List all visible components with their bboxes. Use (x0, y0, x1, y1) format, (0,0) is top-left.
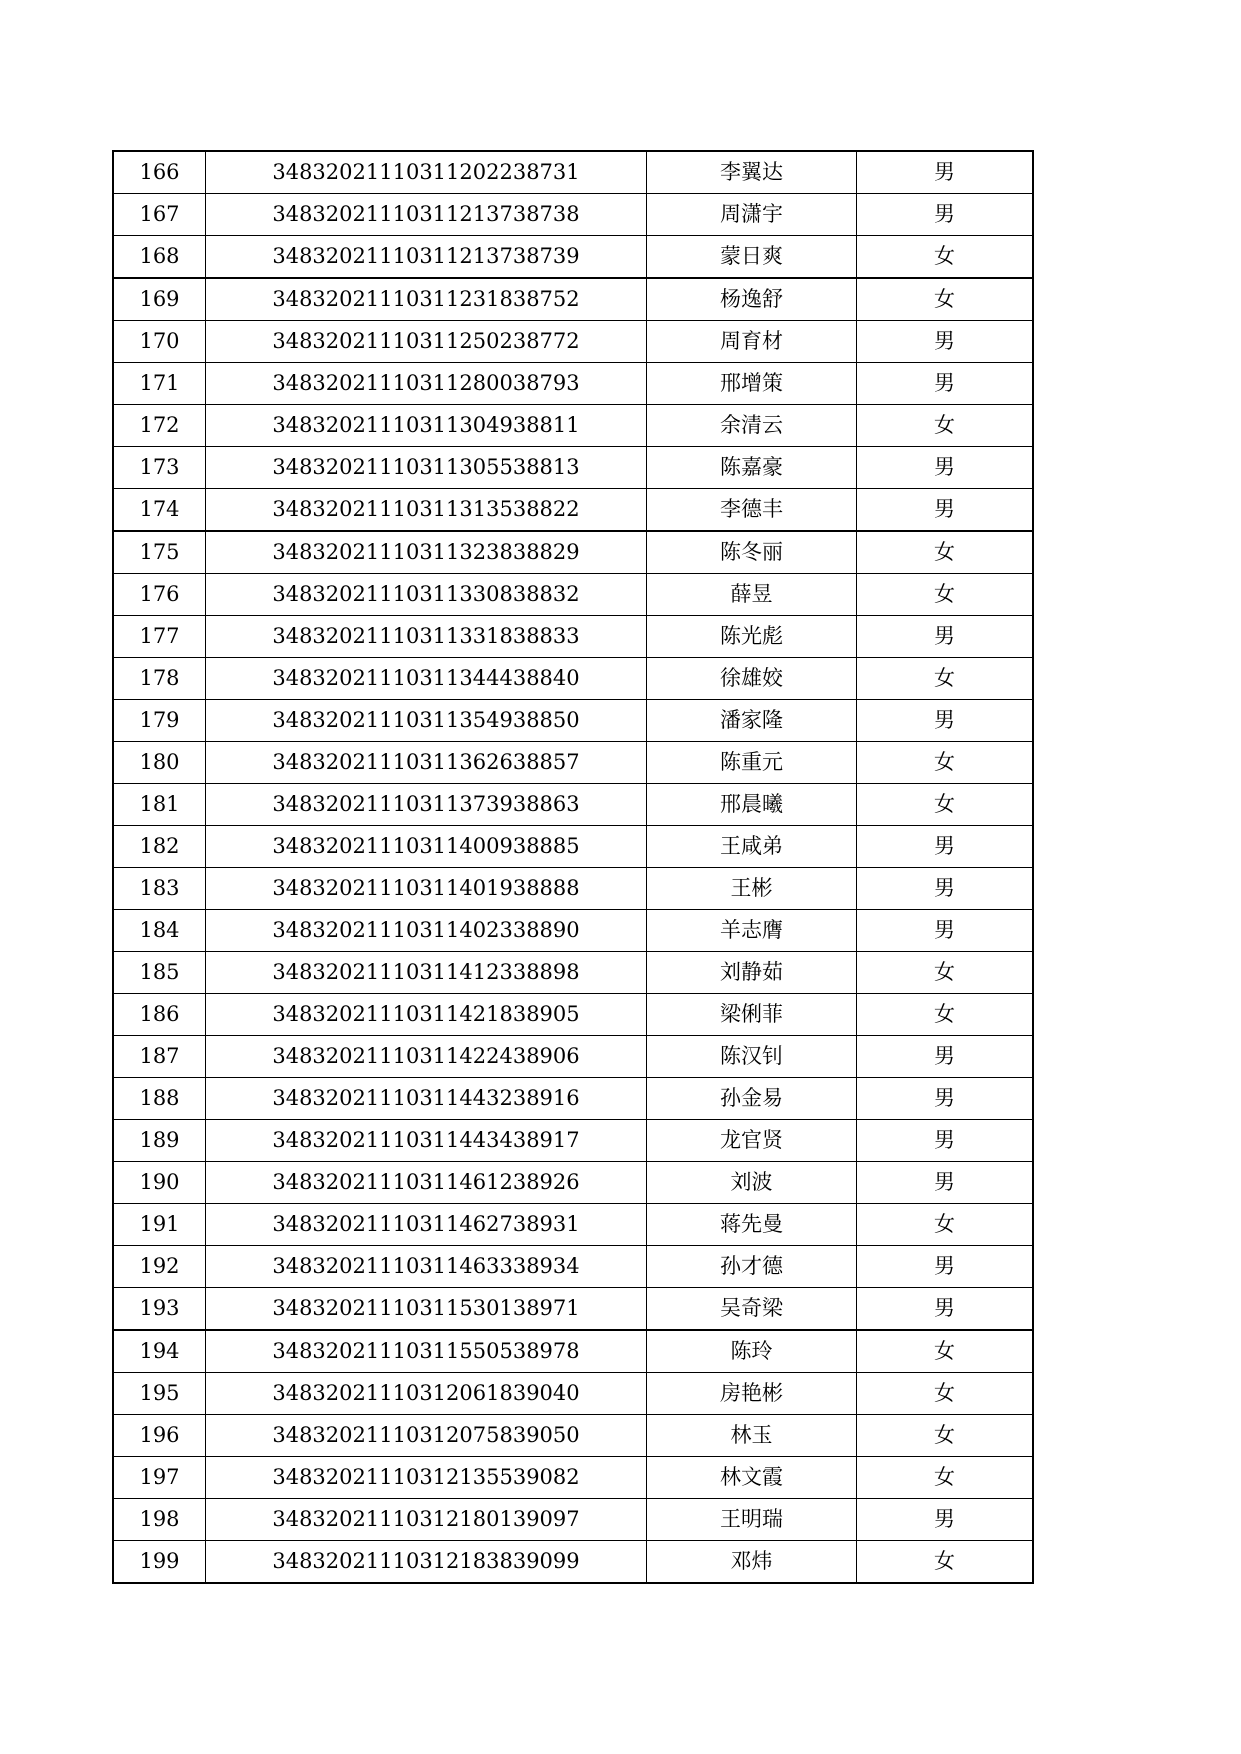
roster-table-body (113, 151, 1033, 1583)
student-name-cell: 余清云 (647, 405, 857, 447)
student-name-cell: 潘家隆 (647, 700, 857, 742)
registration-id-cell: 34832021110311344438840 (206, 658, 647, 700)
registration-id-cell: 34832021110311305538813 (206, 447, 647, 489)
student-name-cell: 陈冬丽 (647, 531, 857, 574)
table-row (113, 910, 1033, 952)
student-name-cell: 林文霞 (647, 1457, 857, 1499)
table-row (113, 1330, 1033, 1373)
table-row (113, 447, 1033, 489)
student-name-cell: 王彬 (647, 868, 857, 910)
gender-cell: 男 (857, 489, 1034, 532)
registration-id-cell: 34832021110311250238772 (206, 321, 647, 363)
row-number-cell: 197 (113, 1457, 206, 1499)
row-number-cell: 187 (113, 1036, 206, 1078)
gender-cell: 女 (857, 1457, 1034, 1499)
student-name-cell: 房艳彬 (647, 1373, 857, 1415)
registration-id-cell: 34832021110311443438917 (206, 1120, 647, 1162)
student-name-cell: 羊志膺 (647, 910, 857, 952)
table-row (113, 1415, 1033, 1457)
gender-cell: 女 (857, 1204, 1034, 1246)
registration-id-cell: 34832021110311461238926 (206, 1162, 647, 1204)
gender-cell: 女 (857, 236, 1034, 279)
table-row (113, 1204, 1033, 1246)
gender-cell: 男 (857, 1499, 1034, 1541)
row-number-cell: 188 (113, 1078, 206, 1120)
gender-cell: 女 (857, 1541, 1034, 1584)
registration-id-cell: 34832021110311402338890 (206, 910, 647, 952)
row-number-cell: 189 (113, 1120, 206, 1162)
student-name-cell: 刘波 (647, 1162, 857, 1204)
row-number-cell: 185 (113, 952, 206, 994)
gender-cell: 女 (857, 742, 1034, 784)
gender-cell: 男 (857, 363, 1034, 405)
table-row (113, 952, 1033, 994)
row-number-cell: 180 (113, 742, 206, 784)
student-name-cell: 周潇宇 (647, 194, 857, 236)
student-name-cell: 陈光彪 (647, 616, 857, 658)
student-name-cell: 李德丰 (647, 489, 857, 532)
student-name-cell: 蒙日爽 (647, 236, 857, 279)
student-name-cell: 李翼达 (647, 151, 857, 194)
table-row (113, 1288, 1033, 1331)
student-name-cell: 王咸弟 (647, 826, 857, 868)
student-name-cell: 刘静茹 (647, 952, 857, 994)
row-number-cell: 181 (113, 784, 206, 826)
gender-cell: 男 (857, 1078, 1034, 1120)
table-row (113, 236, 1033, 279)
gender-cell: 女 (857, 658, 1034, 700)
registration-id-cell: 34832021110311202238731 (206, 151, 647, 194)
registration-id-cell: 34832021110311213738739 (206, 236, 647, 279)
table-row (113, 278, 1033, 321)
row-number-cell: 184 (113, 910, 206, 952)
table-row (113, 489, 1033, 532)
row-number-cell: 169 (113, 278, 206, 321)
student-name-cell: 孙才德 (647, 1246, 857, 1288)
gender-cell: 女 (857, 1415, 1034, 1457)
row-number-cell: 186 (113, 994, 206, 1036)
table-row (113, 616, 1033, 658)
student-name-cell: 孙金易 (647, 1078, 857, 1120)
table-row (113, 784, 1033, 826)
gender-cell: 男 (857, 1036, 1034, 1078)
table-row (113, 1036, 1033, 1078)
student-name-cell: 周育材 (647, 321, 857, 363)
student-name-cell: 邢晨曦 (647, 784, 857, 826)
row-number-cell: 170 (113, 321, 206, 363)
registration-id-cell: 34832021110311331838833 (206, 616, 647, 658)
row-number-cell: 198 (113, 1499, 206, 1541)
gender-cell: 男 (857, 1288, 1034, 1331)
table-row (113, 658, 1033, 700)
table-row (113, 405, 1033, 447)
student-name-cell: 邢增策 (647, 363, 857, 405)
row-number-cell: 177 (113, 616, 206, 658)
student-name-cell: 吴奇梁 (647, 1288, 857, 1331)
student-name-cell: 薛昱 (647, 574, 857, 616)
gender-cell: 女 (857, 531, 1034, 574)
registration-id-cell: 34832021110312180139097 (206, 1499, 647, 1541)
row-number-cell: 196 (113, 1415, 206, 1457)
registration-id-cell: 34832021110311231838752 (206, 278, 647, 321)
gender-cell: 男 (857, 1162, 1034, 1204)
row-number-cell: 183 (113, 868, 206, 910)
row-number-cell: 193 (113, 1288, 206, 1331)
table-row (113, 321, 1033, 363)
table-row (113, 1457, 1033, 1499)
gender-cell: 男 (857, 447, 1034, 489)
table-row (113, 194, 1033, 236)
table-row (113, 742, 1033, 784)
registration-id-cell: 34832021110311313538822 (206, 489, 647, 532)
registration-id-cell: 34832021110311550538978 (206, 1330, 647, 1373)
registration-id-cell: 34832021110311373938863 (206, 784, 647, 826)
student-name-cell: 陈重元 (647, 742, 857, 784)
table-row (113, 1078, 1033, 1120)
row-number-cell: 191 (113, 1204, 206, 1246)
registration-id-cell: 34832021110312061839040 (206, 1373, 647, 1415)
student-name-cell: 梁俐菲 (647, 994, 857, 1036)
table-row (113, 531, 1033, 574)
registration-id-cell: 34832021110311530138971 (206, 1288, 647, 1331)
table-row (113, 868, 1033, 910)
student-name-cell: 龙官贤 (647, 1120, 857, 1162)
row-number-cell: 175 (113, 531, 206, 574)
table-row (113, 1162, 1033, 1204)
row-number-cell: 195 (113, 1373, 206, 1415)
registration-id-cell: 34832021110311362638857 (206, 742, 647, 784)
table-row (113, 700, 1033, 742)
registration-id-cell: 34832021110311400938885 (206, 826, 647, 868)
registration-id-cell: 34832021110311421838905 (206, 994, 647, 1036)
row-number-cell: 178 (113, 658, 206, 700)
registration-id-cell: 34832021110311330838832 (206, 574, 647, 616)
gender-cell: 女 (857, 278, 1034, 321)
registration-id-cell: 34832021110311462738931 (206, 1204, 647, 1246)
student-name-cell: 林玉 (647, 1415, 857, 1457)
gender-cell: 男 (857, 826, 1034, 868)
row-number-cell: 199 (113, 1541, 206, 1584)
row-number-cell: 192 (113, 1246, 206, 1288)
registration-id-cell: 34832021110311422438906 (206, 1036, 647, 1078)
gender-cell: 男 (857, 868, 1034, 910)
table-row (113, 1373, 1033, 1415)
table-row (113, 1541, 1033, 1584)
registration-id-cell: 34832021110312135539082 (206, 1457, 647, 1499)
registration-id-cell: 34832021110311412338898 (206, 952, 647, 994)
gender-cell: 男 (857, 910, 1034, 952)
gender-cell: 女 (857, 994, 1034, 1036)
gender-cell: 女 (857, 1330, 1034, 1373)
row-number-cell: 167 (113, 194, 206, 236)
row-number-cell: 166 (113, 151, 206, 194)
registration-id-cell: 34832021110311463338934 (206, 1246, 647, 1288)
row-number-cell: 194 (113, 1330, 206, 1373)
table-row (113, 1246, 1033, 1288)
gender-cell: 男 (857, 1120, 1034, 1162)
table-row (113, 574, 1033, 616)
gender-cell: 女 (857, 784, 1034, 826)
registration-id-cell: 34832021110312183839099 (206, 1541, 647, 1584)
registration-id-cell: 34832021110311280038793 (206, 363, 647, 405)
table-row (113, 1499, 1033, 1541)
row-number-cell: 182 (113, 826, 206, 868)
student-name-cell: 徐雄姣 (647, 658, 857, 700)
row-number-cell: 168 (113, 236, 206, 279)
gender-cell: 女 (857, 405, 1034, 447)
gender-cell: 男 (857, 194, 1034, 236)
student-name-cell: 蒋先曼 (647, 1204, 857, 1246)
row-number-cell: 179 (113, 700, 206, 742)
registration-id-cell: 34832021110312075839050 (206, 1415, 647, 1457)
registration-id-cell: 34832021110311354938850 (206, 700, 647, 742)
gender-cell: 男 (857, 151, 1034, 194)
gender-cell: 女 (857, 574, 1034, 616)
roster-table (112, 150, 1034, 1584)
gender-cell: 女 (857, 1373, 1034, 1415)
table-row (113, 994, 1033, 1036)
row-number-cell: 190 (113, 1162, 206, 1204)
registration-id-cell: 34832021110311304938811 (206, 405, 647, 447)
row-number-cell: 172 (113, 405, 206, 447)
gender-cell: 男 (857, 700, 1034, 742)
gender-cell: 男 (857, 616, 1034, 658)
row-number-cell: 171 (113, 363, 206, 405)
row-number-cell: 176 (113, 574, 206, 616)
gender-cell: 男 (857, 1246, 1034, 1288)
student-name-cell: 陈嘉豪 (647, 447, 857, 489)
student-name-cell: 杨逸舒 (647, 278, 857, 321)
row-number-cell: 174 (113, 489, 206, 532)
registration-id-cell: 34832021110311213738738 (206, 194, 647, 236)
table-row (113, 1120, 1033, 1162)
registration-id-cell: 34832021110311323838829 (206, 531, 647, 574)
registration-id-cell: 34832021110311443238916 (206, 1078, 647, 1120)
row-number-cell: 173 (113, 447, 206, 489)
gender-cell: 男 (857, 321, 1034, 363)
gender-cell: 女 (857, 952, 1034, 994)
student-name-cell: 陈玲 (647, 1330, 857, 1373)
student-name-cell: 陈汉钊 (647, 1036, 857, 1078)
registration-id-cell: 34832021110311401938888 (206, 868, 647, 910)
student-name-cell: 邓炜 (647, 1541, 857, 1584)
table-row (113, 151, 1033, 194)
table-row (113, 363, 1033, 405)
table-row (113, 826, 1033, 868)
student-name-cell: 王明瑞 (647, 1499, 857, 1541)
